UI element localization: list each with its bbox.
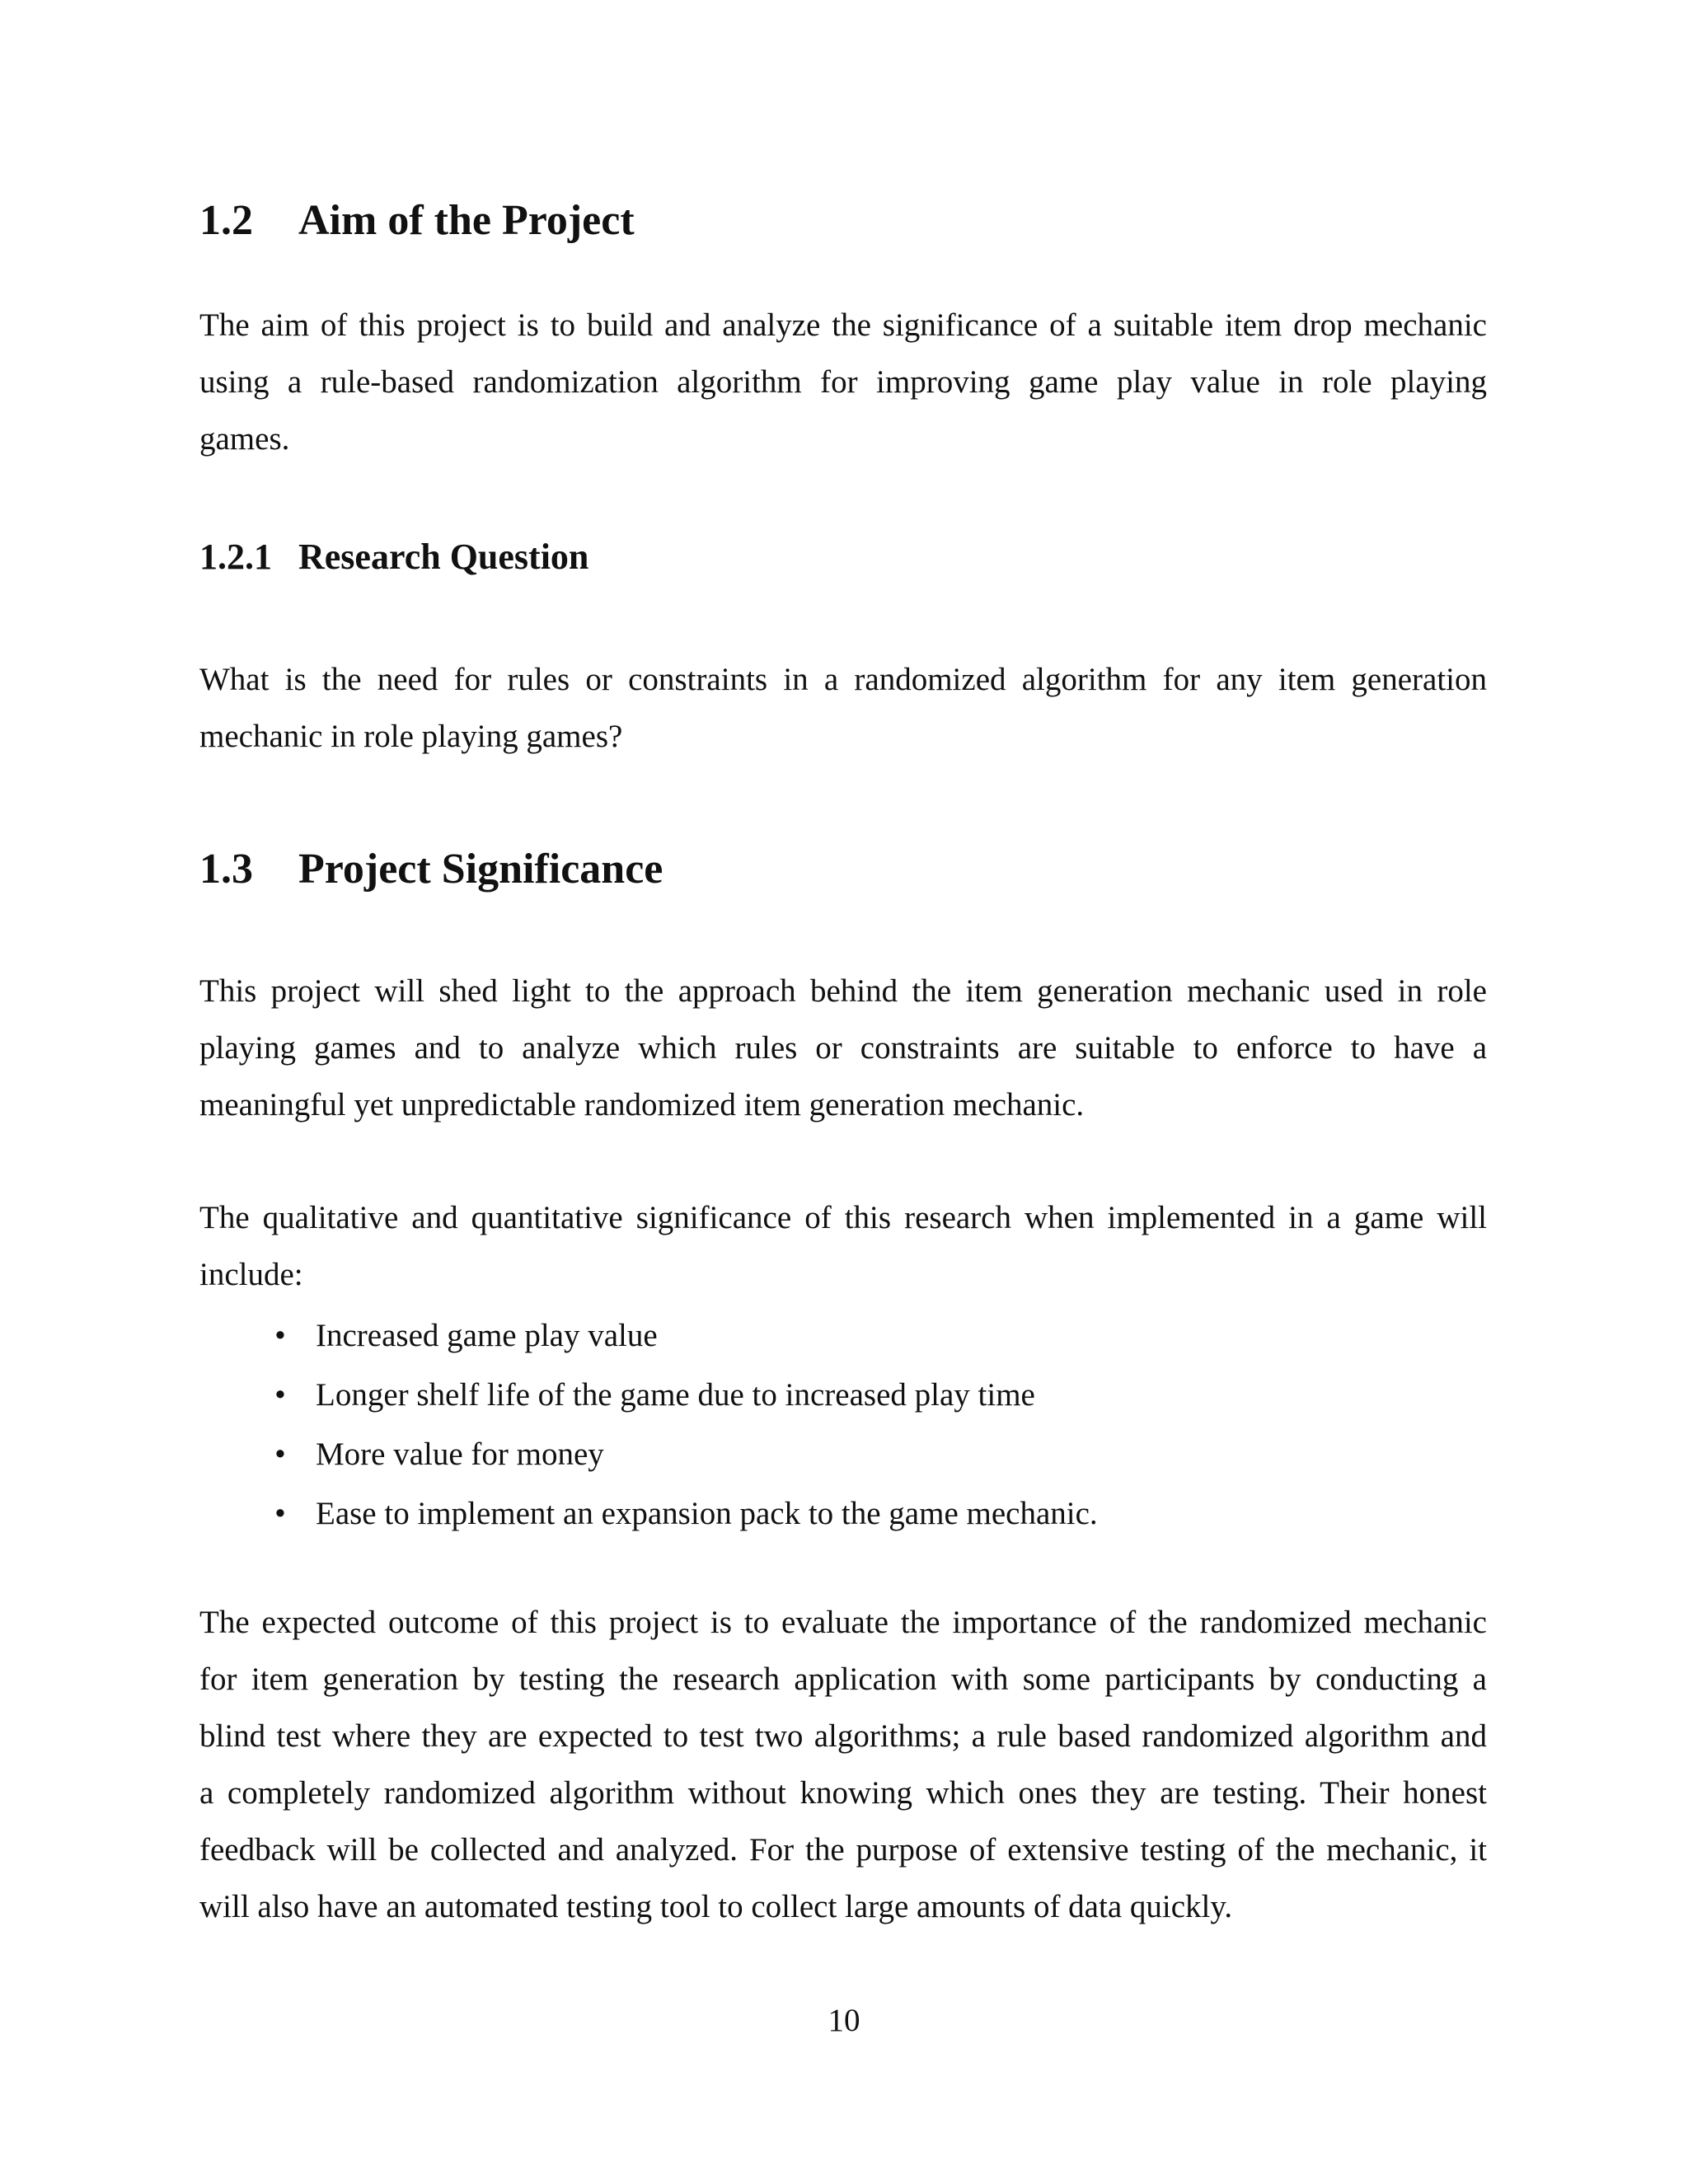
list-item xyxy=(199,1366,1487,1425)
paragraph-line: meaningful yet unpredictable randomized item generation mechanic. xyxy=(199,1087,1085,1122)
paragraph-line: playing games and to analyze which rules or constraints are suitable to enforce to have a xyxy=(199,1030,1487,1066)
paragraph-expected-outcome xyxy=(199,1594,1487,1935)
heading-number: 1.2 xyxy=(199,197,253,244)
paragraph-line: mechanic in role playing games? xyxy=(199,719,623,754)
paragraph-line: a completely randomized algorithm without knowing which ones they are testing. Their honest xyxy=(199,1775,1487,1811)
heading-aim-of-project xyxy=(199,196,1487,246)
heading-research-question xyxy=(199,536,1487,579)
paragraph-line: The expected outcome of this project is to evaluate the importance of the randomized mechanic xyxy=(199,1605,1487,1640)
paragraph-line: The aim of this project is to build and analyze the significance of a suitable item drop mechanic xyxy=(199,307,1487,343)
heading-title: Aim of the Project xyxy=(298,197,635,244)
heading-project-significance xyxy=(199,845,1487,894)
bullet-icon: • xyxy=(274,1318,286,1353)
paragraph-research-question xyxy=(199,651,1487,765)
heading-number: 1.3 xyxy=(199,846,253,893)
paragraph-line: will also have an automated testing tool to collect large amounts of data quickly. xyxy=(199,1889,1233,1924)
bullet-icon: • xyxy=(274,1496,286,1531)
list-item-text: Longer shelf life of the game due to increased play time xyxy=(316,1377,1035,1413)
paragraph-aim xyxy=(199,297,1487,467)
paragraph-line: What is the need for rules or constraints in a randomized algorithm for any item generation xyxy=(199,662,1487,697)
heading-title: Research Question xyxy=(298,537,589,577)
significance-bullet-list xyxy=(199,1306,1487,1544)
paragraph-line: feedback will be collected and analyzed. For the purpose of extensive testing of the mechanic, it xyxy=(199,1832,1487,1868)
list-item-text: Ease to implement an expansion pack to the game mechanic. xyxy=(316,1496,1098,1531)
list-item xyxy=(199,1484,1487,1544)
heading-number: 1.2.1 xyxy=(199,537,272,577)
paragraph-line: include: xyxy=(199,1257,303,1292)
bullet-icon: • xyxy=(274,1377,286,1413)
paragraph-line: blind test where they are expected to test two algorithms; a rule based randomized algorithm and xyxy=(199,1718,1487,1754)
paragraph-line: for item generation by testing the research application with some participants by conducting a xyxy=(199,1661,1487,1697)
paragraph-line: using a rule-based randomization algorithm for improving game play value in role playing xyxy=(199,364,1487,400)
paragraph-significance-include xyxy=(199,1189,1487,1303)
list-item xyxy=(199,1306,1487,1366)
heading-title: Project Significance xyxy=(298,846,663,893)
paragraph-line: games. xyxy=(199,421,290,457)
list-item-text: More value for money xyxy=(316,1436,604,1472)
list-item xyxy=(199,1425,1487,1484)
list-item-text: Increased game play value xyxy=(316,1318,658,1353)
bullet-icon: • xyxy=(274,1436,286,1472)
paragraph-line: The qualitative and quantitative significance of this research when implemented in a game will xyxy=(199,1200,1487,1235)
page-number: 10 xyxy=(828,2003,860,2038)
paragraph-significance-intro xyxy=(199,963,1487,1133)
paragraph-line: This project will shed light to the approach behind the item generation mechanic used in role xyxy=(199,973,1487,1009)
